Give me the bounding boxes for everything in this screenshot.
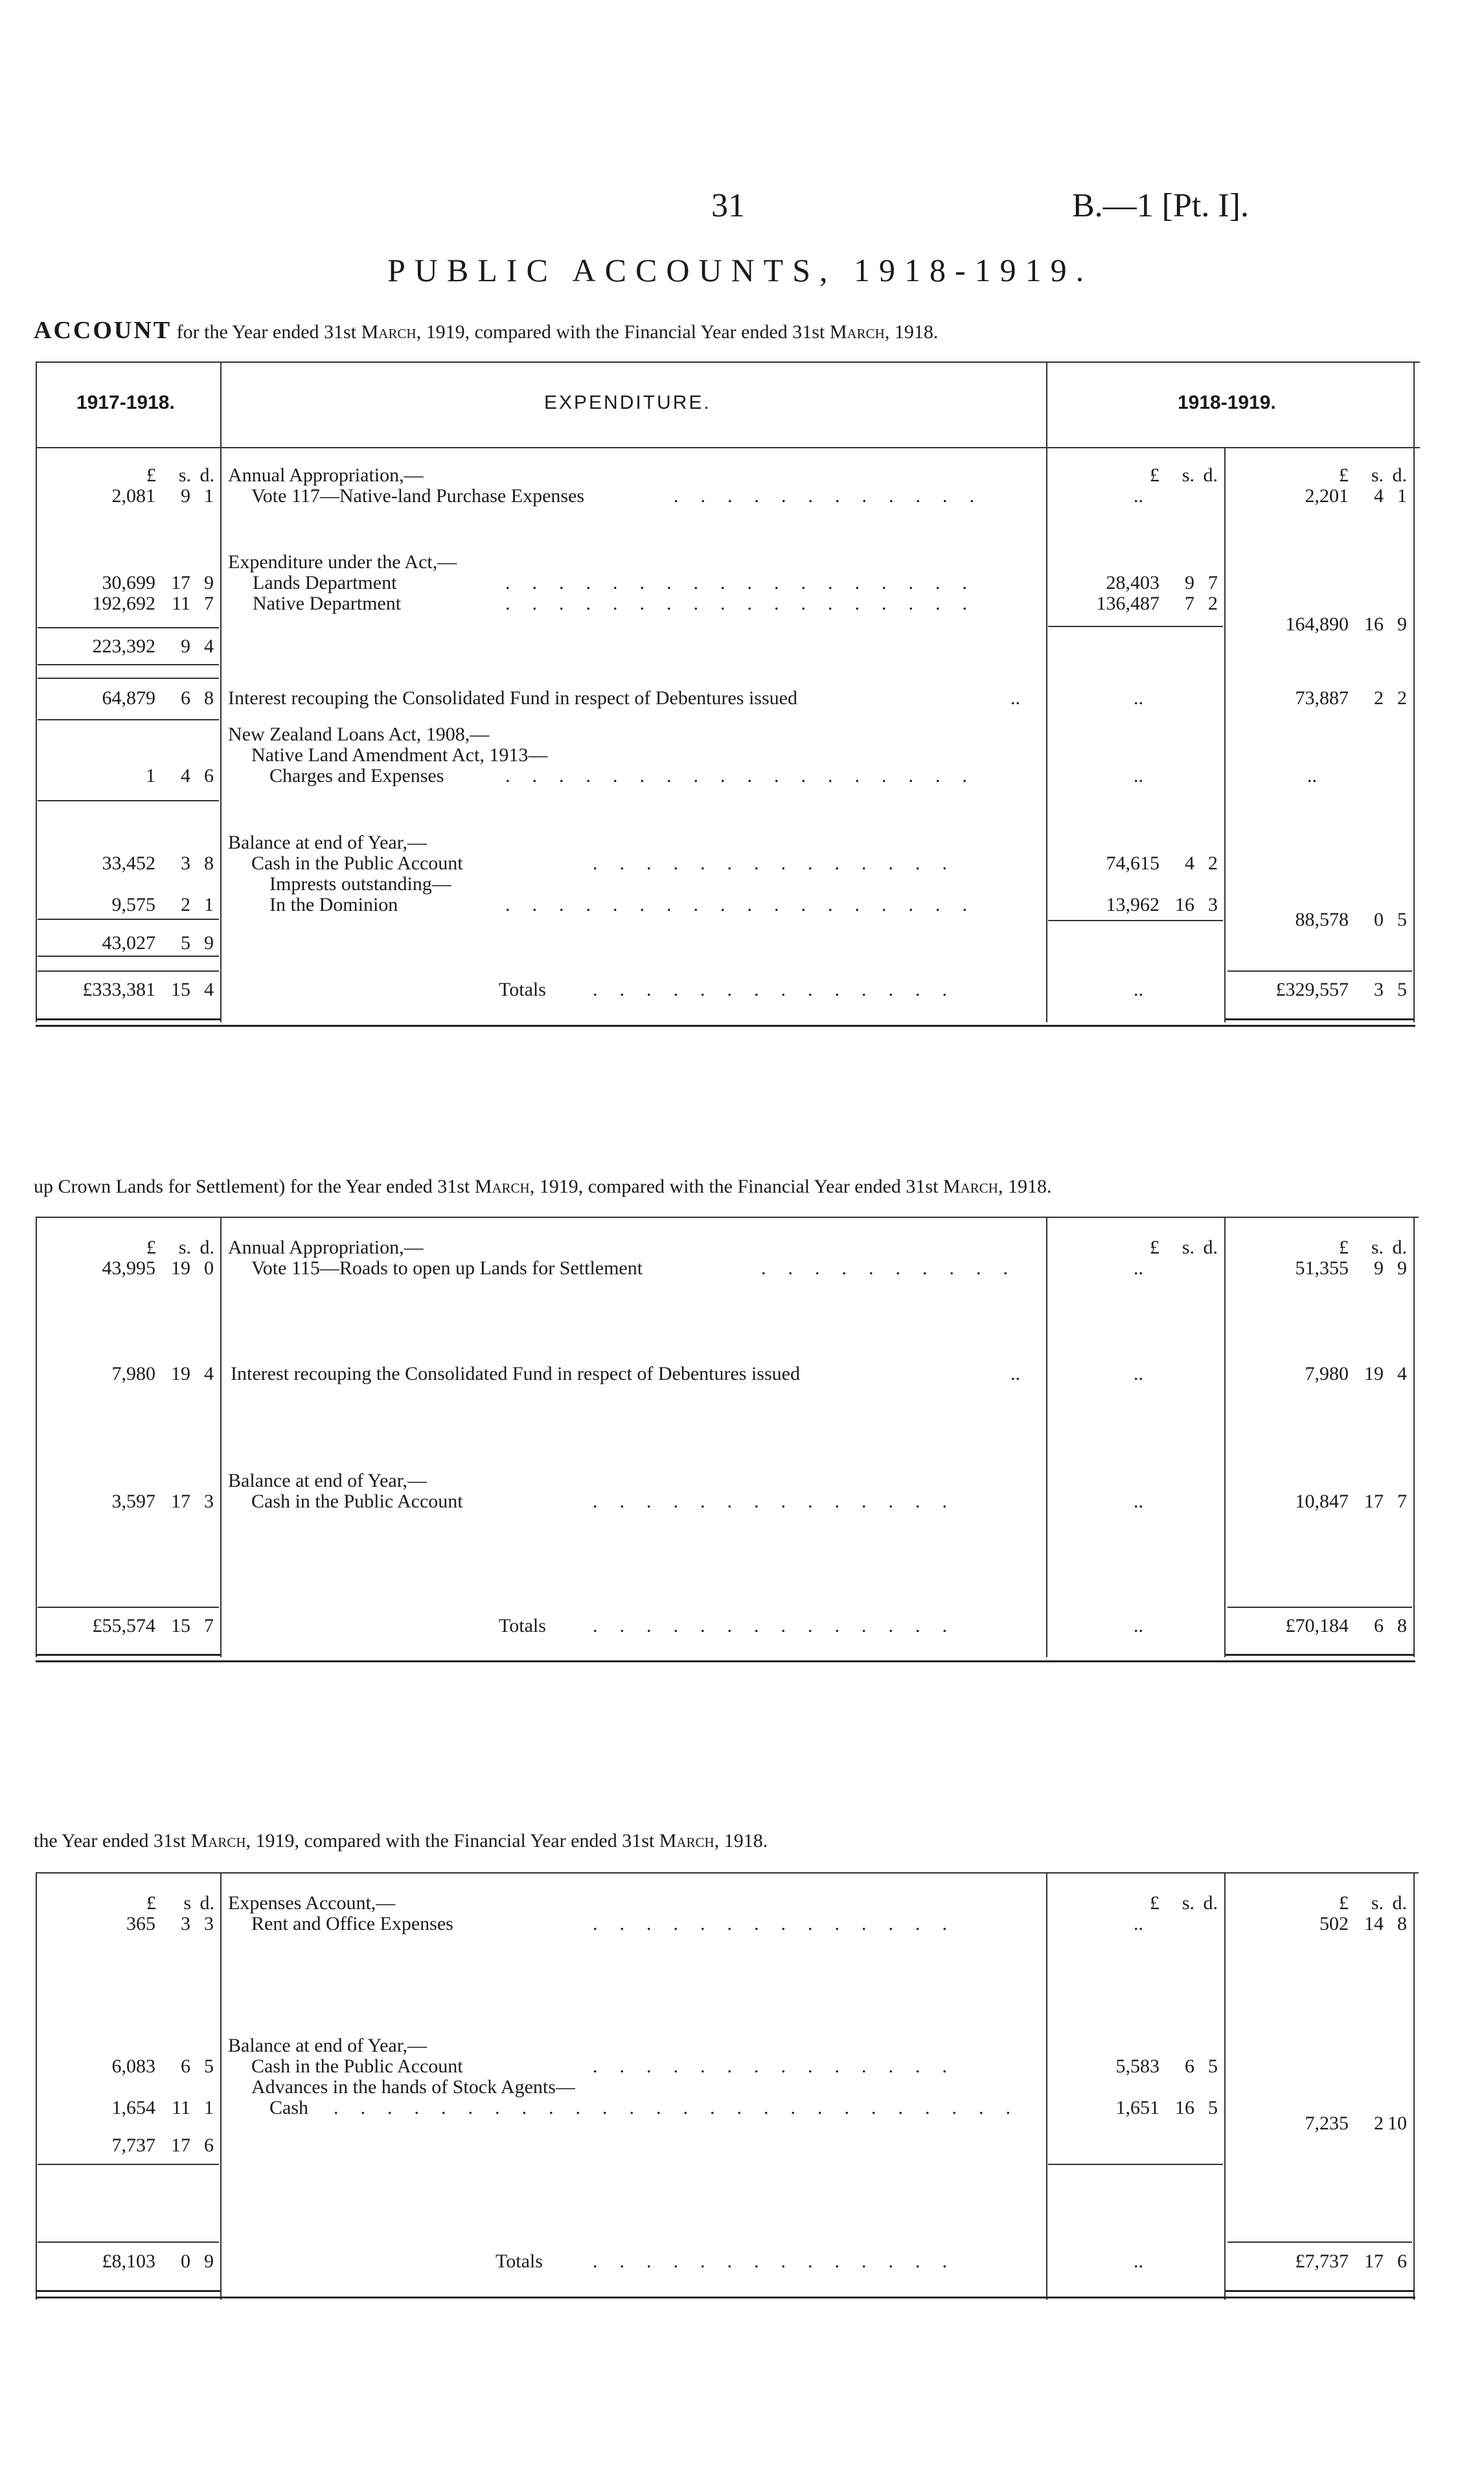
totals-label: Totals <box>499 979 546 1000</box>
amount-mid: .. <box>1134 765 1143 786</box>
amount-curr: 10,847 17 7 <box>1295 1491 1407 1512</box>
row-label: Advances in the hands of Stock Agents— <box>251 2076 575 2098</box>
row-label: Balance at end of Year,— <box>228 1470 428 1491</box>
leader-dots: .............. <box>593 2056 969 2077</box>
totals-mid: .. <box>1134 979 1143 1000</box>
amount-curr: 2,201 4 1 <box>1305 485 1407 507</box>
amount-curr: 502 14 8 <box>1319 1913 1407 1934</box>
section2-caption: up Crown Lands for Settlement) for the Year ended 31st March, 1919, compared with the Financial Year ended 31st March, 1918. <box>34 1176 1052 1197</box>
units-mid: £ s. d. <box>1150 1237 1218 1258</box>
subtotal-prev: 7,737 17 6 <box>111 2135 214 2156</box>
totals-prev: £55,574 15 7 <box>92 1615 214 1636</box>
col-header-prev-year: 1917-1918. <box>76 392 175 413</box>
col-header-expenditure: EXPENDITURE. <box>544 392 711 413</box>
row-label: Annual Appropriation,— <box>228 1237 424 1258</box>
row-label: Cash in the Public Account <box>251 1491 463 1512</box>
row-label: Rent and Office Expenses <box>251 1913 453 1934</box>
totals-label: Totals <box>499 1615 546 1636</box>
page-number: 31 <box>711 187 745 224</box>
subtotal-curr: 164,890 16 9 <box>1285 613 1407 635</box>
amount-prev: 1 4 6 <box>146 765 214 786</box>
totals-curr: £7,737 17 6 <box>1295 2251 1407 2272</box>
row-label: Imprests outstanding— <box>269 873 451 895</box>
leader-dots: .............. <box>593 979 969 1000</box>
row-label: Cash <box>269 2097 308 2118</box>
amount-prev: 3,597 17 3 <box>111 1491 214 1512</box>
leader-dots: .. <box>1010 687 1020 709</box>
leader-dots: .......... <box>761 1257 1030 1279</box>
section1-caption: ACCOUNT for the Year ended 31st March, 1919, compared with the Financial Year ended 31st March, 1918. <box>34 317 939 344</box>
amount-prev: 2,081 9 1 <box>111 485 214 507</box>
row-label: In the Dominion <box>269 894 398 915</box>
amount-mid: 13,962 16 3 <box>1106 894 1218 915</box>
col-header-curr-year: 1918-1919. <box>1178 392 1276 413</box>
page-reference: B.—1 [Pt. I]. <box>1072 187 1249 224</box>
row-label: Balance at end of Year,— <box>228 2035 428 2056</box>
amount-mid: .. <box>1134 485 1143 507</box>
units-mid: £ s. d. <box>1150 1892 1218 1914</box>
row-label: Native Land Amendment Act, 1913— <box>251 744 548 766</box>
page-title: PUBLIC ACCOUNTS, 1918-1919. <box>387 252 1093 288</box>
amount-prev: 33,452 3 8 <box>102 853 214 874</box>
row-label: Balance at end of Year,— <box>228 832 428 853</box>
totals-curr: £70,184 6 8 <box>1285 1615 1407 1636</box>
leader-dots: .................. <box>505 572 989 593</box>
amount-mid: .. <box>1134 687 1143 709</box>
row-label: Cash in the Public Account <box>251 2056 463 2077</box>
row-label: Charges and Expenses <box>269 765 444 786</box>
amount-prev: 1,654 11 1 <box>111 2097 214 2118</box>
amount-mid: .. <box>1134 1913 1143 1934</box>
amount-prev: 365 3 3 <box>126 1913 214 1934</box>
row-label: Vote 117—Native-land Purchase Expenses <box>251 485 585 507</box>
leader-dots: .............. <box>593 853 969 874</box>
amount-mid: 74,615 4 2 <box>1106 853 1218 874</box>
leader-dots: .............. <box>593 1615 969 1636</box>
subtotal-prev: 43,027 5 9 <box>102 932 214 954</box>
totals-mid: .. <box>1134 1615 1143 1636</box>
row-label: Expenses Account,— <box>228 1892 396 1914</box>
amount-prev: 9,575 2 1 <box>111 894 214 915</box>
units-curr: £ s. d. <box>1339 464 1407 486</box>
leader-dots: .................. <box>505 593 989 614</box>
leader-dots: .......................... <box>334 2097 1033 2118</box>
leader-dots: .............. <box>593 1913 969 1934</box>
amount-mid: 1,651 16 5 <box>1115 2097 1218 2118</box>
amount-prev: 6,083 6 5 <box>111 2056 214 2077</box>
units-prev: £ s d. <box>146 1892 214 1914</box>
row-label: Lands Department <box>253 572 397 593</box>
row-label: Interest recouping the Consolidated Fund in respect of Debentures issued <box>231 1363 800 1384</box>
amount-curr: 51,355 9 9 <box>1295 1257 1407 1279</box>
row-label: Cash in the Public Account <box>251 853 463 874</box>
row-label: New Zealand Loans Act, 1908,— <box>228 724 490 745</box>
totals-prev: £333,381 15 4 <box>82 979 214 1000</box>
section3-caption: the Year ended 31st March, 1919, compared with the Financial Year ended 31st March, 1918. <box>34 1830 768 1851</box>
row-label: Interest recouping the Consolidated Fund in respect of Debentures issued <box>228 687 797 709</box>
amount-prev: 64,879 6 8 <box>102 687 214 709</box>
totals-label: Totals <box>496 2251 543 2272</box>
totals-mid: .. <box>1134 2251 1143 2272</box>
amount-curr: 73,887 2 2 <box>1295 687 1407 709</box>
leader-dots: .............. <box>593 2251 969 2272</box>
units-prev: £ s. d. <box>146 464 214 486</box>
totals-curr: £329,557 3 5 <box>1275 979 1407 1000</box>
row-label: Annual Appropriation,— <box>228 464 424 486</box>
subtotal-curr: 7,235 2 10 <box>1305 2113 1407 2134</box>
leader-dots: .............. <box>593 1491 969 1512</box>
amount-mid: .. <box>1134 1257 1143 1279</box>
leader-dots: .. <box>1010 1363 1020 1384</box>
leader-dots: .................. <box>505 894 989 915</box>
amount-prev: 30,699 17 9 <box>102 572 214 593</box>
row-label: Vote 115—Roads to open up Lands for Settlement <box>251 1257 643 1279</box>
units-curr: £ s. d. <box>1339 1237 1407 1258</box>
leader-dots: .................. <box>505 765 989 786</box>
row-label: Native Department <box>253 593 402 614</box>
amount-mid: 136,487 7 2 <box>1096 593 1218 614</box>
units-prev: £ s. d. <box>146 1237 214 1258</box>
amount-curr: 7,980 19 4 <box>1305 1363 1407 1384</box>
amount-mid: 28,403 9 7 <box>1106 572 1218 593</box>
row-label: Expenditure under the Act,— <box>228 551 457 573</box>
units-mid: £ s. d. <box>1150 464 1218 486</box>
amount-prev: 7,980 19 4 <box>111 1363 214 1384</box>
totals-prev: £8,103 0 9 <box>102 2251 214 2272</box>
units-curr: £ s. d. <box>1339 1892 1407 1914</box>
amount-prev: 43,995 19 0 <box>102 1257 214 1279</box>
subtotal-prev: 223,392 9 4 <box>92 636 214 657</box>
leader-dots: ............ <box>674 485 996 507</box>
amount-mid: 5,583 6 5 <box>1115 2056 1218 2077</box>
amount-mid: .. <box>1134 1491 1143 1512</box>
subtotal-curr: 88,578 0 5 <box>1295 909 1407 930</box>
amount-prev: 192,692 11 7 <box>92 593 214 614</box>
amount-curr: .. <box>1307 765 1317 786</box>
amount-mid: .. <box>1134 1363 1143 1384</box>
